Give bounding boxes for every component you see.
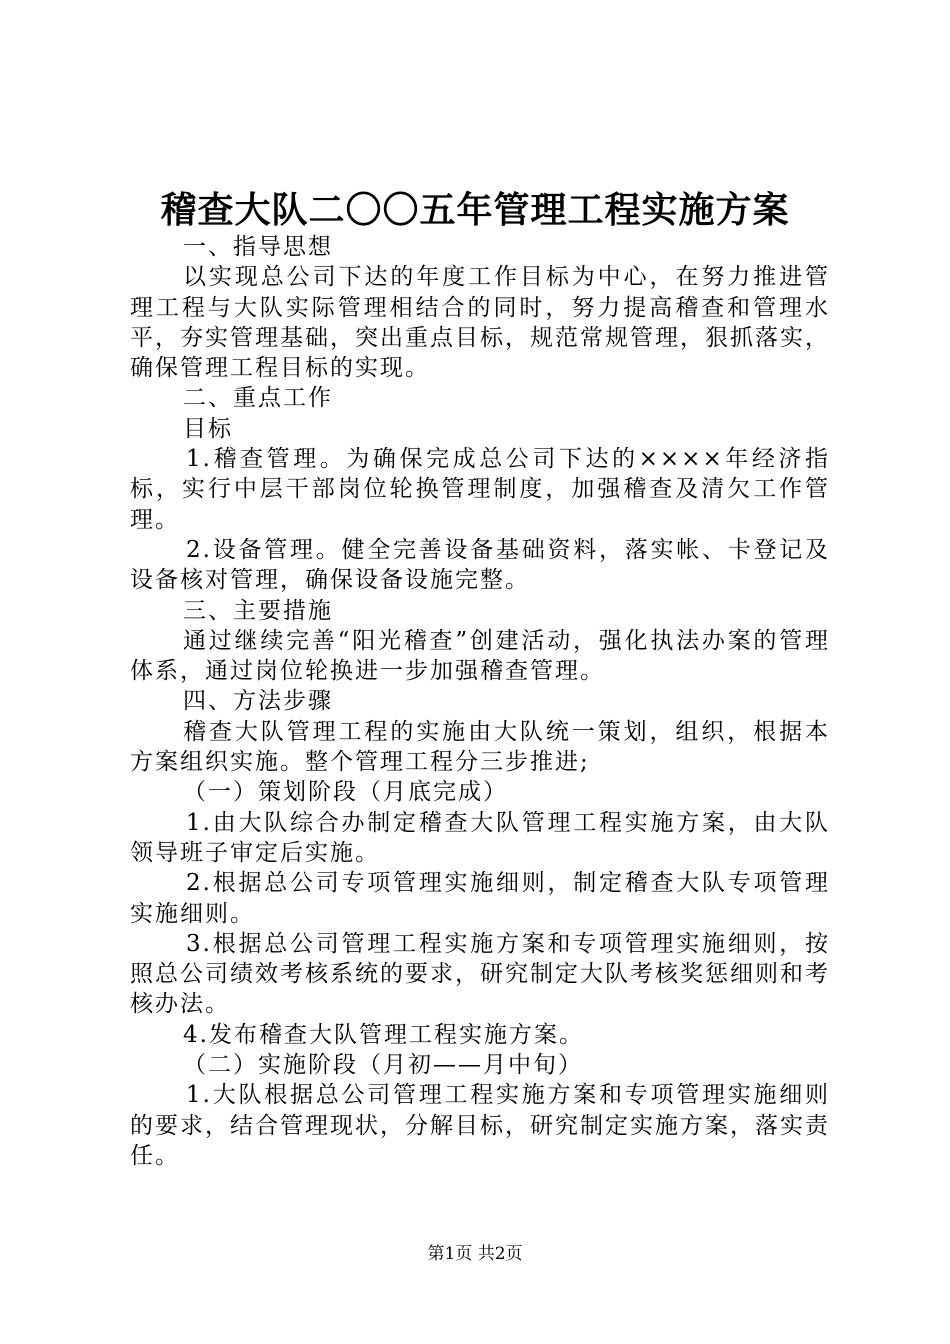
list-item-implementation-1: 1.大队根据总公司管理工程实施方案和专项管理实施细则的要求，结合管理现状，分解目标，研究制定实施方案，落实责任。 <box>130 1082 830 1169</box>
list-item-audit-management: 1.稽查管理。为确保完成总公司下达的××××年经济指标，实行中层干部岗位轮换管理制度，加强稽查及清欠工作管理。 <box>130 446 830 533</box>
list-item-planning-4: 4.发布稽查大队管理工程实施方案。 <box>183 1021 584 1048</box>
subheading-goal: 目标 <box>183 415 233 442</box>
list-item-planning-2: 2.根据总公司专项管理实施细则，制定稽查大队专项管理实施细则。 <box>130 870 830 927</box>
paragraph-methods-steps: 稽查大队管理工程的实施由大队统一策划，组织，根据本方案组织实施。整个管理工程分三步推进; <box>130 718 830 776</box>
subheading-implementation-stage: （二）实施阶段（月初——月中旬） <box>183 1052 583 1079</box>
section-heading-main-measures: 三、主要措施 <box>183 597 333 624</box>
list-item-equipment-management: 2.设备管理。健全完善设备基础资料，落实帐、卡登记及设备核对管理，确保设备设施完整。 <box>130 536 830 594</box>
page-number-footer: 第1页 共2页 <box>427 1244 523 1264</box>
paragraph-guiding-thought: 以实现总公司下达的年度工作目标为中心，在努力推进管理工程与大队实际管理相结合的同时，努力提高稽查和管理水平，夯实管理基础，突出重点目标，规范常规管理，狠抓落实，确保管理工程目标的实现。 <box>130 264 830 382</box>
list-item-planning-1: 1.由大队综合办制定稽查大队管理工程实施方案，由大队领导班子审定后实施。 <box>130 809 830 866</box>
paragraph-main-measures: 通过继续完善“阳光稽查”创建活动，强化执法办案的管理体系，通过岗位轮换进一步加强稽查管理。 <box>130 627 830 685</box>
section-heading-methods-steps: 四、方法步骤 <box>183 688 333 715</box>
section-heading-guiding-thought: 一、指导思想 <box>183 234 333 260</box>
list-item-planning-3: 3.根据总公司管理工程实施方案和专项管理实施细则，按照总公司绩效考核系统的要求，研究制定大队考核奖惩细则和考核办法。 <box>130 930 830 1018</box>
section-heading-key-work: 二、重点工作 <box>183 385 333 412</box>
document-body <box>130 232 830 1171</box>
document-title: 稽查大队二〇〇五年管理工程实施方案 <box>160 189 790 231</box>
subheading-planning-stage: （一）策划阶段（月底完成） <box>183 779 508 806</box>
